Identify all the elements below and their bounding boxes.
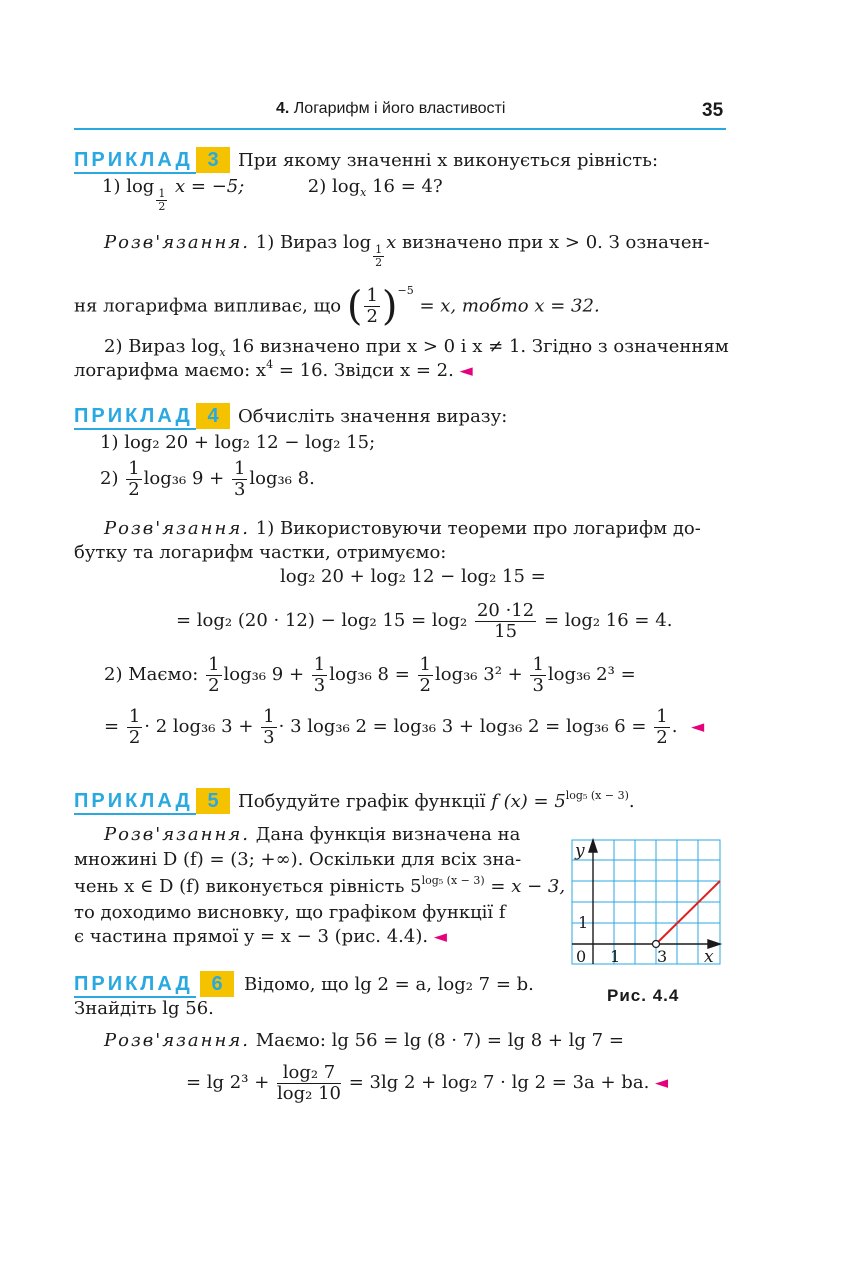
end-marker: ◄ xyxy=(459,361,473,381)
tick-y-1: 1 xyxy=(578,913,589,932)
example5-task: Побудуйте графік функції f $(x) = 5^{log_5 (x - 3)}$. xyxy=(238,789,635,812)
example6-task: Відомо, що lg 2 = a, log₂ 7 = b. xyxy=(244,974,534,995)
example4-eq2: = log₂ (20 · 12) − log₂ 15 = log₂ $\frac{20 \cdot 12}{15}$ = log₂ 16 = 4. xyxy=(176,599,673,642)
tick-x-1: 1 xyxy=(610,947,621,966)
header-rule xyxy=(74,128,726,130)
example5-solution-3: чень x ∈ D (f) виконується рівність $5^{log_5 (x - 3)} = x - 3$, xyxy=(74,874,566,897)
example5-label: ПРИКЛАД xyxy=(74,790,193,812)
example3-items: 1) log $\frac{1}{2}$ x = −5; 2) $\log_x 16 = 4$? xyxy=(102,176,443,213)
tick-origin: 0 xyxy=(576,947,587,966)
example6-eq: = lg 2³ + $\frac{\text{log₂ 7}}{\text{log₂ 10}}$ = 3lg 2 + log₂ 7 · lg 2 = 3a + ba. ◄ xyxy=(186,1061,669,1104)
example4-rule xyxy=(74,428,196,430)
example3-task: При якому значенні x виконується рівність: xyxy=(238,150,659,171)
example3-rule xyxy=(74,172,196,174)
example4-eq3: 2) Маємо: $\frac{1}{2}$ log₃₆ 9 + $\frac{1}{3}$ log₃₆ 8 = $\frac{1}{2}$ log₃₆ 3² + $\frac{1}{3}$ log₃₆ 2³ = xyxy=(104,653,636,696)
example4-solution-2: бутку та логарифм частки, отримуємо: xyxy=(74,542,447,563)
y-axis-label: y xyxy=(575,841,585,861)
example5-solution-4: то доходимо висновку, що графіком функції f xyxy=(74,902,506,923)
example4-item1: 1) log₂ 20 + log₂ 12 − log₂ 15; xyxy=(100,432,376,453)
example5-solution-1: Розв'язання. Дана функція визначена на xyxy=(104,824,521,845)
example4-solution-1: Розв'язання. 1) Використовуючи теореми про логарифм до- xyxy=(104,518,701,539)
example4-eq1: log₂ 20 + log₂ 12 − log₂ 15 = xyxy=(280,566,546,587)
example3-solution-1: Розв'язання. 1) Вираз log $\frac{1}{2}$ x визначено при x > 0. З означен- xyxy=(104,232,710,269)
x-axis-label: x xyxy=(704,947,714,966)
figure-caption: Рис. 4.4 xyxy=(607,986,680,1005)
example6-solution: Розв'язання. Маємо: lg 56 = lg (8 · 7) = lg 8 + lg 7 = xyxy=(104,1030,624,1051)
figure-4-4-graph xyxy=(570,838,722,966)
example3-label: ПРИКЛАД xyxy=(74,149,193,171)
end-marker: ◄ xyxy=(691,717,705,737)
example4-eq4: = $\frac{1}{2}$ · 2 log₃₆ 3 + $\frac{1}{3}$ · 3 log₃₆ 2 = log₃₆ 3 + log₃₆ 2 = log₃₆ 6 = $\frac{1}{2}$ . ◄ xyxy=(104,705,705,748)
example5-rule xyxy=(74,813,196,815)
example6-number: 6 xyxy=(200,971,234,997)
chapter-title: Логарифм і його властивості xyxy=(293,100,506,117)
example5-number: 5 xyxy=(196,788,230,814)
example3-number: 3 xyxy=(196,147,230,173)
example6-task-2: Знайдіть lg 56. xyxy=(74,998,214,1019)
example4-item2: 2) $\frac{1}{2}$ log₃₆ 9 + $\frac{1}{3}$ log₃₆ 8. xyxy=(100,457,315,500)
example4-label: ПРИКЛАД xyxy=(74,405,193,427)
end-marker: ◄ xyxy=(655,1073,669,1093)
end-marker: ◄ xyxy=(433,927,447,947)
example6-label: ПРИКЛАД xyxy=(74,973,193,995)
chapter-number: 4. xyxy=(276,100,290,117)
example4-number: 4 xyxy=(196,403,230,429)
example3-solution-3: 2) Вираз $\log_x 16$ визначено при x > 0 і x ≠ 1. Згідно з означенням xyxy=(104,336,729,359)
example5-solution-2: множині D (f) = (3; +∞). Оскільки для всіх зна- xyxy=(74,849,522,870)
page-number: 35 xyxy=(702,100,724,121)
example4-task: Обчисліть значення виразу: xyxy=(238,406,508,427)
example3-solution-2: ня логарифма випливає, що ( $\frac{1}{2}$ )$^{-5}$ = x, тобто x = 32. xyxy=(74,283,600,330)
example5-solution-5: є частина прямої y = x − 3 (рис. 4.4). ◄ xyxy=(74,926,447,947)
example3-solution-4: логарифма маємо: $x^4 = 16$. Звідси x = 2. ◄ xyxy=(74,358,473,381)
graph-line xyxy=(656,881,720,944)
tick-x-3: 3 xyxy=(657,947,668,966)
